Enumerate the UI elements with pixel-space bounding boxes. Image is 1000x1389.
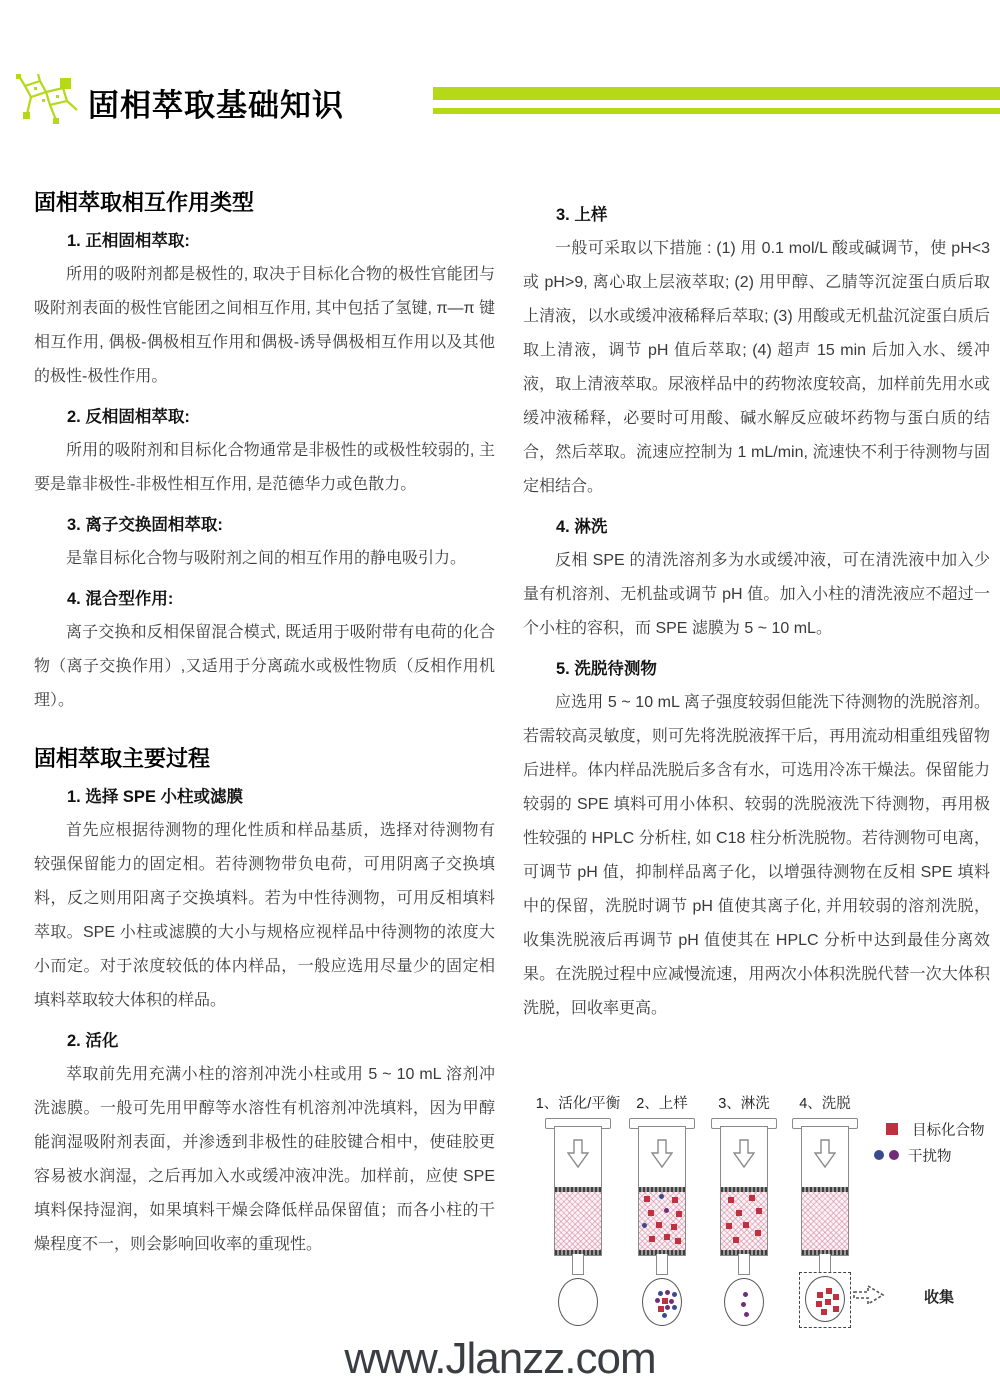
down-arrow-icon: [814, 1139, 836, 1174]
target-compound-particle: [816, 1301, 822, 1307]
subheading-mixed-mode: 4. 混合型作用:: [67, 590, 174, 608]
target-compound-particle: [833, 1306, 839, 1312]
step-label: 1、活化/平衡: [535, 1096, 621, 1112]
spe-cartridge-figure: [780, 1110, 870, 1348]
paragraph-elution: 应选用 5 ~ 10 mL 离子强度较弱但能洗下待测物的洗脱溶剂。若需较高灵敏度，则可先将洗脱液挥干后，再用流动相重组残留物后进样。体内样品洗脱后多含有水，可选用冷冻干燥法。保留能力较弱的 SPE 填料可用小体积、较弱的洗脱液洗下待测物，再用极性较强的 HPLC 分析柱, 如 C18 柱分析洗脱物。若待测物可电离，可调节 pH 值，抑制样品离子化，以增强待测物在反相 SPE 填料中的保留，洗脱时调节 pH 值使其离子化, 并用较弱的溶剂洗脱，收集洗脱液后再调节 pH 值使其在 HPLC 分析中达到最佳分离效果。在洗脱过程中应减慢流速，用两次小体积洗脱代替一次大体积洗脱，回收率更高。: [523, 694, 990, 1017]
down-arrow-icon: [733, 1139, 755, 1174]
spe-step-activation: [533, 1092, 623, 1348]
target-compound-particle: [825, 1299, 831, 1305]
target-compound-particle: [755, 1230, 761, 1236]
cartridge-tip: [572, 1254, 584, 1275]
target-compound-particle: [833, 1294, 839, 1300]
paragraph-ion-exchange: 是靠目标化合物与吸附剂之间的相互作用的静电吸引力。: [66, 550, 467, 567]
section-heading-main-process: 固相萃取主要过程: [34, 746, 211, 771]
subheading-reverse-phase: 2. 反相固相萃取:: [67, 408, 190, 426]
target-compound-particle: [817, 1292, 823, 1298]
step-label: 4、洗脱: [799, 1096, 851, 1112]
spe-step-loading: [617, 1092, 707, 1348]
molecule-logo-icon: [14, 74, 80, 139]
subheading-normal-phase: 1. 正相固相萃取:: [67, 232, 190, 250]
subheading-ion-exchange: 3. 离子交换固相萃取:: [67, 516, 223, 534]
subheading-loading: 3. 上样: [556, 206, 608, 224]
paragraph-select-cartridge: 首先应根据待测物的理化性质和样品基质，选择对待测物有较强保留能力的固定相。若待测物带负电荷，可用阴离子交换填料，反之则用阳离子交换填料。若为中性待测物，可用反相填料萃取。SPE 小柱或滤膜的大小与规格应视样品中待测物的浓度大小而定。对于浓度较低的体内样品，一般应选用尽量少的固定相填料萃取较大体积的样品。: [34, 822, 495, 1009]
interferent-blue-dot-icon: [874, 1150, 884, 1160]
interferent-particle: [672, 1305, 677, 1310]
interferent-particle: [665, 1305, 670, 1310]
interferent-particle: [655, 1298, 660, 1303]
subheading-select-cartridge: 1. 选择 SPE 小柱或滤膜: [67, 788, 244, 806]
spe-cartridge-figure: [533, 1110, 623, 1348]
target-compound-particle: [658, 1306, 664, 1312]
target-compound-particle: [662, 1298, 668, 1304]
target-compound-particle: [675, 1238, 681, 1244]
down-arrow-icon: [567, 1139, 589, 1174]
paragraph-washing: 反相 SPE 的清洗溶剂多为水或缓冲液，可在清洗液中加入少量有机溶剂、无机盐或调节 pH 值。加入小柱的清洗液应不超过一个小柱的容积，而 SPE 滤膜为 5 ~ 10 mL。: [523, 552, 990, 637]
collect-label: 收集: [924, 1289, 955, 1306]
sorbent-bed: [802, 1187, 848, 1255]
interferent-particle: [658, 1291, 663, 1296]
target-compound-particle: [648, 1210, 654, 1216]
header-accent-bar-thin: [433, 108, 1000, 114]
interferent-particle: [741, 1302, 746, 1307]
cartridge-tip: [656, 1254, 668, 1275]
step-label: 2、上样: [636, 1096, 688, 1112]
sorbent-bed: [639, 1187, 685, 1255]
interferent-purple-dot-icon: [889, 1150, 899, 1160]
header-accent-bar-thick: [433, 87, 1000, 100]
cartridge-barrel: [801, 1126, 849, 1256]
collect-arrow-icon: [852, 1283, 886, 1312]
cartridge-tip: [738, 1254, 750, 1275]
legend-target-label: 目标化合物: [912, 1122, 985, 1139]
sorbent-bed-body: [555, 1192, 601, 1250]
spe-cartridge-figure: [617, 1110, 707, 1348]
paragraph-activation: 萃取前先用充满小柱的溶剂冲洗小柱或用 5 ~ 10 mL 溶剂冲洗滤膜。一般可先用甲醇等水溶性有机溶剂冲洗填料，因为甲醇能润湿吸附剂表面，并渗透到非极性的硅胶键合相中，使硅胶更容易被水润湿，之后再加入水或缓冲液冲洗。加样前，应使 SPE 填料保持湿润，如果填料干燥会降低样品保留值；而各小柱的干燥程度不一，则会影响回收率的重现性。: [34, 1066, 495, 1253]
collected-eluate-drop: [805, 1276, 845, 1322]
legend-interferent-label: 干扰物: [908, 1148, 952, 1165]
cartridge-barrel: [720, 1126, 768, 1256]
eluate-drop: [642, 1278, 682, 1326]
target-compound-particle: [736, 1210, 742, 1216]
sorbent-bed-body: [721, 1192, 767, 1250]
page-title: 固相萃取基础知识: [88, 88, 344, 123]
interferent-particle: [659, 1194, 664, 1199]
target-compound-particle: [826, 1288, 832, 1294]
cartridge-barrel: [554, 1126, 602, 1256]
target-compound-particle: [756, 1208, 762, 1214]
sorbent-bed-body: [639, 1192, 685, 1250]
target-compound-particle: [743, 1222, 749, 1228]
target-compound-particle: [676, 1211, 682, 1217]
subheading-elution: 5. 洗脱待测物: [556, 660, 657, 678]
step-label: 3、淋洗: [718, 1096, 770, 1112]
target-compound-particle: [821, 1309, 827, 1315]
cartridge-barrel: [638, 1126, 686, 1256]
paragraph-reverse-phase: 所用的吸附剂和目标化合物通常是非极性的或极性较弱的, 主要是靠非极性-非极性相互作用, 是范德华力或色散力。: [34, 442, 495, 493]
interferent-particle: [642, 1223, 647, 1228]
target-compound-particle: [749, 1195, 755, 1201]
legend-row-target: [874, 1116, 985, 1142]
diagram-legend: [874, 1116, 985, 1168]
interferent-particle: [665, 1290, 670, 1295]
subheading-washing: 4. 淋洗: [556, 518, 608, 536]
target-compound-particle: [649, 1236, 655, 1242]
paragraph-normal-phase: 所用的吸附剂都是极性的, 取决于目标化合物的极性官能团与吸附剂表面的极性官能团之间相互作用, 其中包括了氢键, π—π 键相互作用, 偶极-偶极相互作用和偶极-诱导偶极相互作用以及其他的极性-极性作用。: [34, 266, 495, 385]
target-compound-swatch-icon: [886, 1123, 898, 1135]
sorbent-bed-body: [802, 1192, 848, 1250]
target-compound-particle: [726, 1223, 732, 1229]
interferent-particle: [669, 1299, 674, 1304]
target-compound-particle: [733, 1237, 739, 1243]
interferent-particle: [672, 1292, 677, 1297]
watermark: www.Jlanzz.com: [344, 1334, 656, 1383]
down-arrow-icon: [651, 1139, 673, 1174]
spe-cartridge-figure: [699, 1110, 789, 1348]
target-compound-particle: [664, 1234, 670, 1240]
target-compound-particle: [671, 1224, 677, 1230]
legend-row-interferent: [874, 1142, 985, 1168]
target-compound-particle: [728, 1197, 734, 1203]
sorbent-bed: [555, 1187, 601, 1255]
eluate-drop: [724, 1278, 764, 1326]
paragraph-mixed-mode: 离子交换和反相保留混合模式, 既适用于吸附带有电荷的化合物（离子交换作用）,又适用于分离疏水或极性物质（反相作用机理）。: [34, 624, 495, 709]
left-column: [34, 188, 495, 1262]
section-heading-interaction-types: 固相萃取相互作用类型: [34, 190, 255, 215]
eluate-drop: [558, 1278, 598, 1326]
target-compound-particle: [672, 1197, 678, 1203]
sorbent-bed: [721, 1187, 767, 1255]
paragraph-loading: 一般可采取以下措施 : (1) 用 0.1 mol/L 酸或碱调节，使 pH<3 或 pH>9, 离心取上层液萃取; (2) 用甲醇、乙腈等沉淀蛋白质后取上清液，以水或缓冲液稀释后萃取; (3) 用酸或无机盐沉淀蛋白质后取上清液，调节 pH 值后萃取; (4) 超声 15 min 后加入水、缓冲液，取上清液萃取。尿液样品中的药物浓度较高，加样前先用水或缓冲液稀释，必要时可用酸、碱水解反应破坏药物与蛋白质的结合，然后萃取。流速应控制为 1 mL/min, 流速快不利于待测物与固定相结合。: [523, 240, 990, 495]
spe-step-washing: [699, 1092, 789, 1348]
target-compound-particle: [656, 1222, 662, 1228]
interferent-particle: [743, 1292, 748, 1297]
interferent-particle: [744, 1312, 749, 1317]
right-column: [523, 192, 990, 1026]
interferent-particle: [664, 1208, 669, 1213]
collection-box: [799, 1272, 851, 1328]
spe-process-diagram: [522, 1092, 1000, 1354]
subheading-activation: 2. 活化: [67, 1032, 119, 1050]
target-compound-particle: [644, 1196, 650, 1202]
interferent-particle: [662, 1313, 667, 1318]
